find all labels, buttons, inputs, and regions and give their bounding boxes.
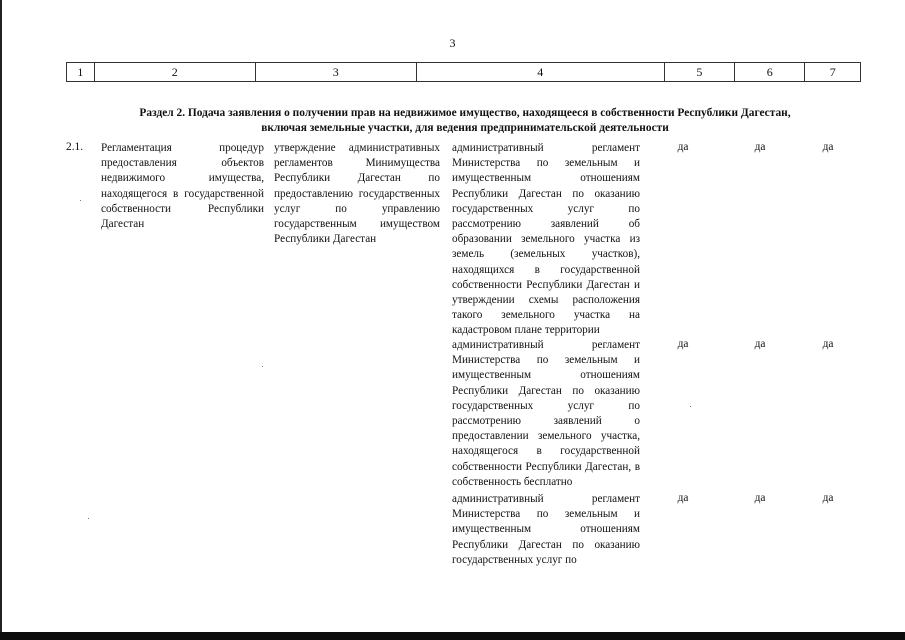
entry-2-col5-value: да xyxy=(677,338,689,350)
entry-3-col7-value: да xyxy=(822,492,834,504)
entry-2-col6-value: да xyxy=(754,338,766,350)
header-col-2: 2 xyxy=(94,63,255,81)
section-title-line-1: Раздел 2. Подача заявления о получении прав на недвижимое имущество, находящееся в собственности Республики Дагестан, xyxy=(139,107,791,119)
scan-bottom-edge xyxy=(0,632,905,640)
scan-left-edge xyxy=(0,0,2,632)
row-number: 2.1. xyxy=(66,141,84,153)
header-col-1: 1 xyxy=(66,63,94,81)
scan-speck xyxy=(80,200,81,201)
entry-1-col7-value: да xyxy=(822,141,834,153)
scan-speck xyxy=(88,518,89,519)
row-action-text: утверждение административных регламентов Минимущества Республики Дагестан по предоставлению государственных услуг по управлению государственным имуществом Республики Дагестан xyxy=(274,142,440,246)
row-measure-text: Регламентация процедур предоставления объектов недвижимого имущества, находящегося в государственной собственности Республики Дагестан xyxy=(101,142,264,231)
header-col-7: 7 xyxy=(804,63,861,81)
column-number-header xyxy=(66,62,861,82)
scan-speck xyxy=(690,406,691,407)
page-number: 3 xyxy=(449,36,456,50)
section-title-line-2: включая земельные участки, для ведения предпринимательской деятельности xyxy=(261,122,669,134)
scan-speck xyxy=(262,366,263,367)
section-title xyxy=(80,106,850,136)
header-col-4: 4 xyxy=(416,63,664,81)
regulation-entry-3-text: административный регламент Министерства по земельным и имущественным отношениям Республики Дагестан по оказанию государственных услуг по xyxy=(452,493,640,566)
entry-1-col6-value: да xyxy=(754,141,766,153)
entry-3-col5-value: да xyxy=(677,492,689,504)
header-col-6: 6 xyxy=(734,63,804,81)
entry-2-col7-value: да xyxy=(822,338,834,350)
entry-1-col5-value: да xyxy=(677,141,689,153)
header-col-3: 3 xyxy=(255,63,416,81)
regulation-entry-1-text: административный регламент Министерства по земельным и имущественным отношениям Республики Дагестан по оказанию государственных услуг по рассмотрению заявлений об образовании земельного участка из земель (земельных участков), находящихся в государственной собственности Республики Дагестан и утверждении схемы расположения такого земельного участка на кадастровом плане территории xyxy=(452,142,640,337)
entry-3-col6-value: да xyxy=(754,492,766,504)
header-col-5: 5 xyxy=(664,63,734,81)
regulation-entry-2-text: административный регламент Министерства по земельным и имущественным отношениям Республики Дагестан по оказанию государственных услуг по рассмотрению заявлений о предоставлении земельного участка, находящегося в государственной собственности Республики Дагестан, в собственность бесплатно xyxy=(452,339,640,488)
